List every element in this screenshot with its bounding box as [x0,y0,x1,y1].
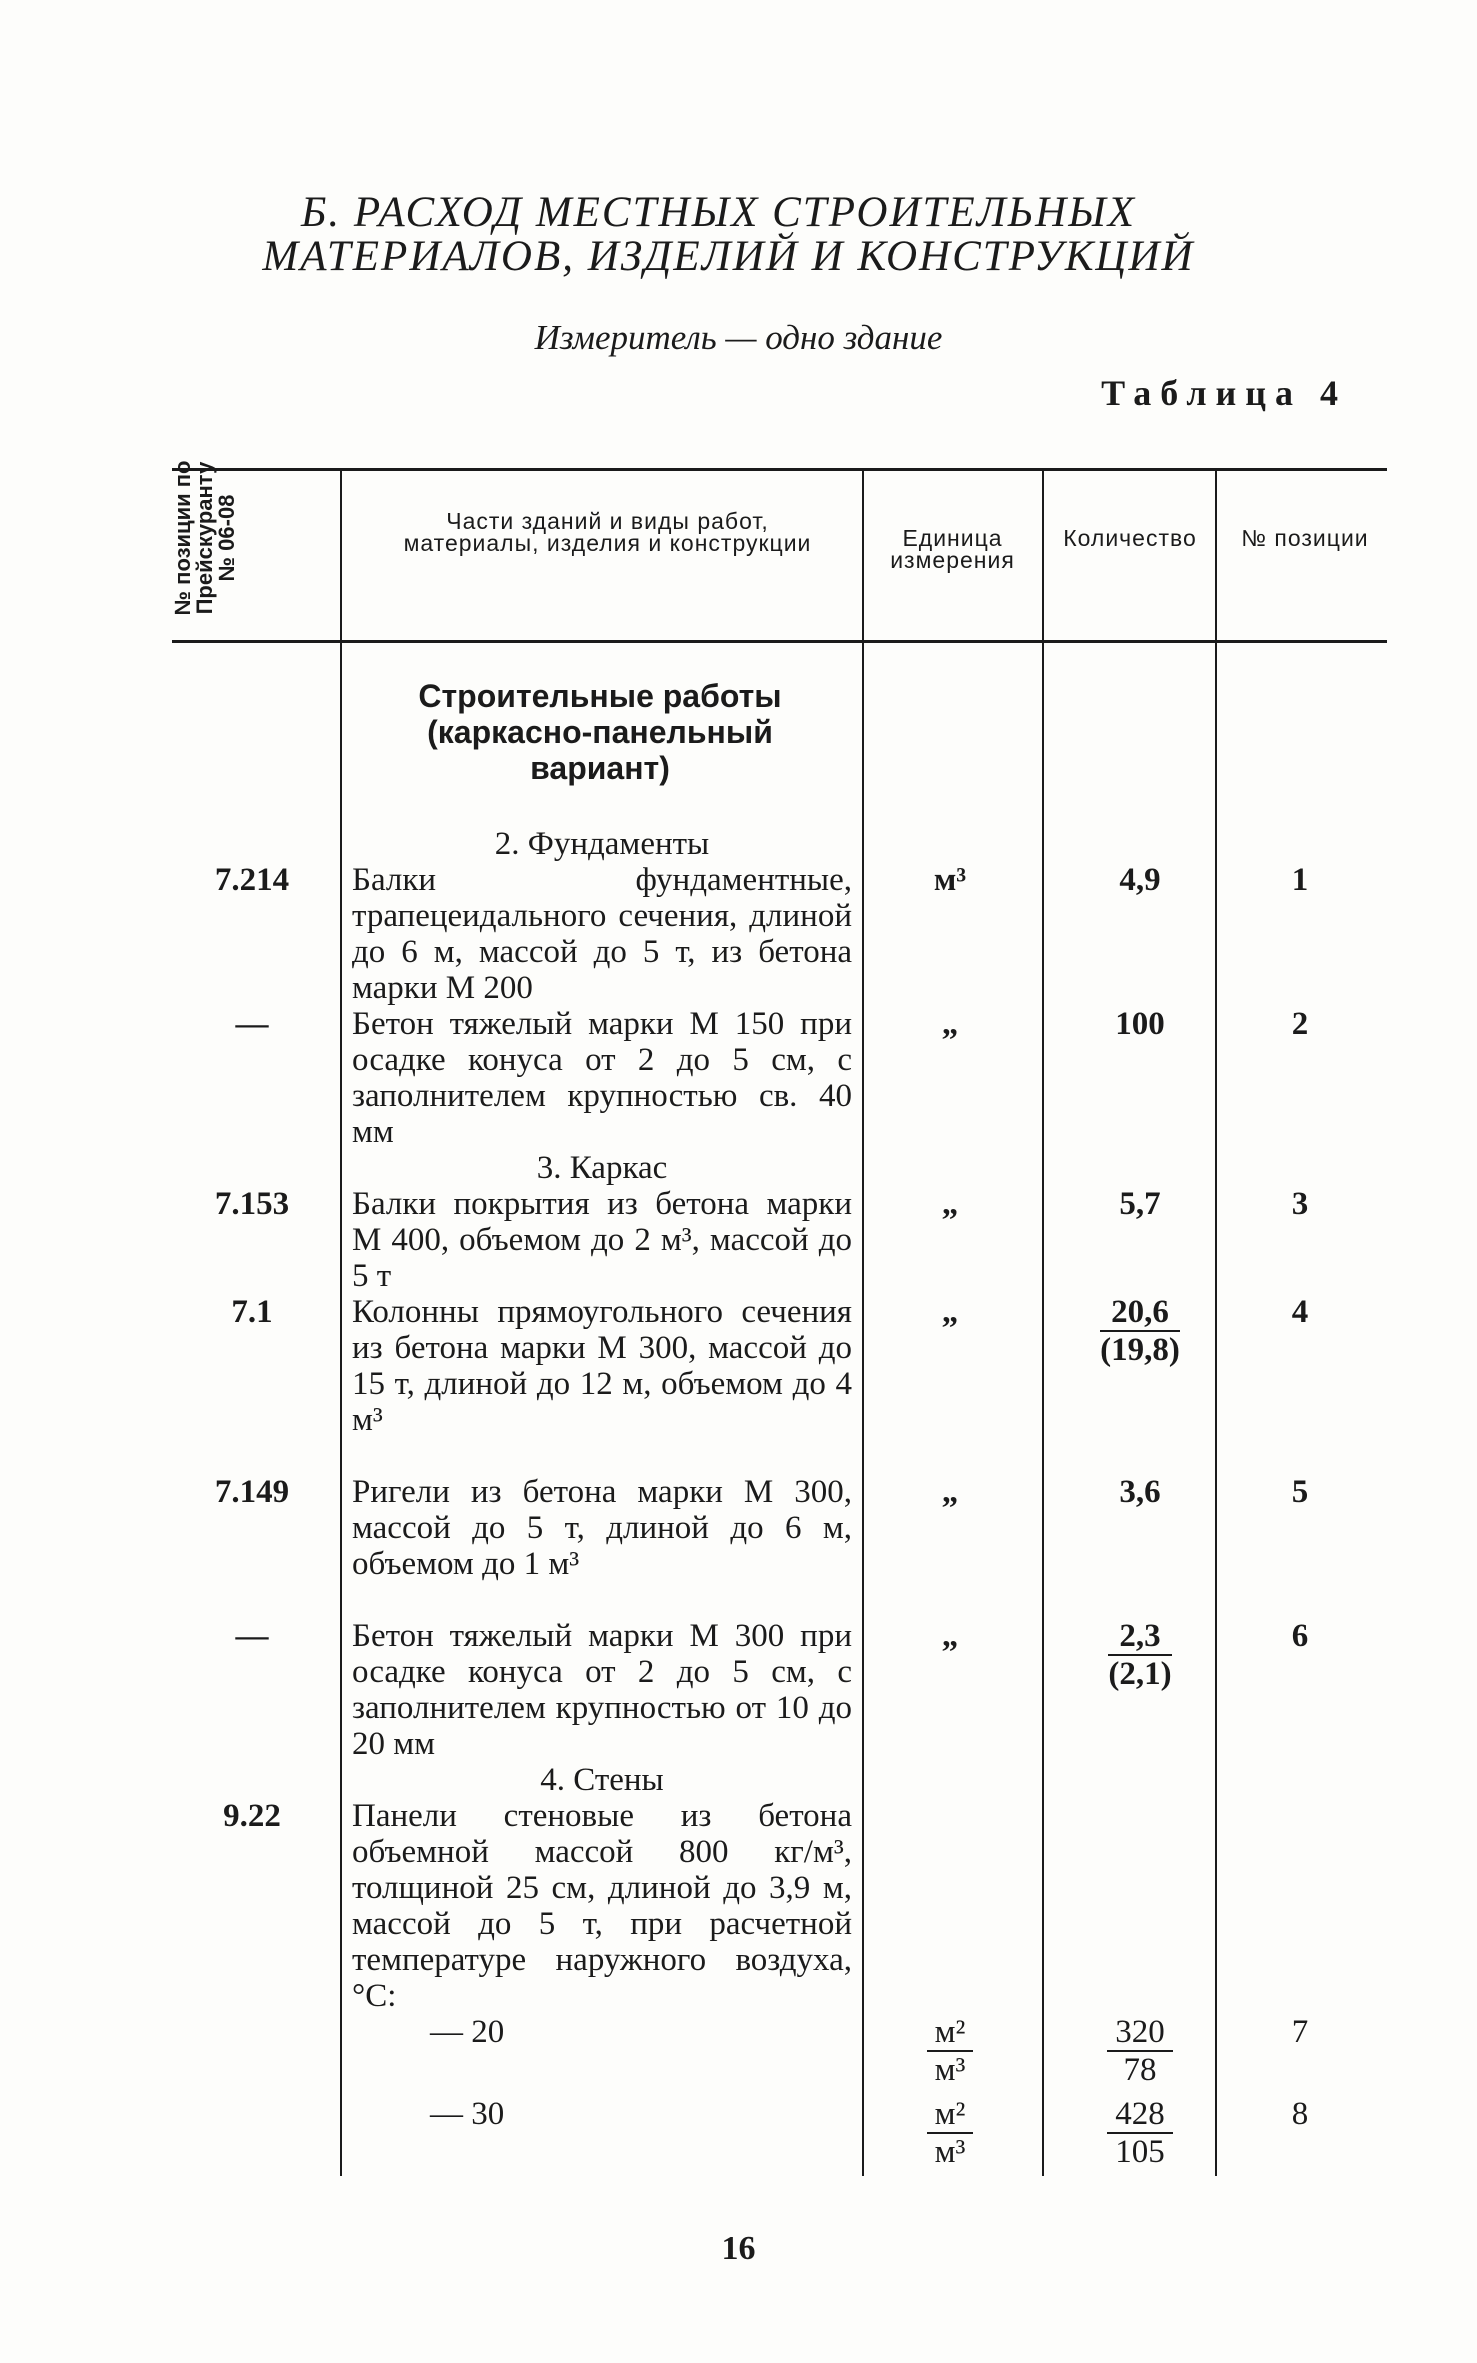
row-quantity: 100 [1115,1006,1165,1042]
row-description: Бетон тяжелый марки М 150 при осадке конуса от 2 до 5 см, с заполнителем крупностью св. 40 мм [352,1006,852,1150]
quantity-numerator: 320 [1107,2014,1173,2052]
subsection-heading: 2. Фундаменты [494,826,710,862]
table-label: Таблица 4 [1101,373,1347,413]
row-code: 7.1 [231,1294,273,1330]
row-unit: „ [941,1186,959,1222]
row-unit: „ [941,1474,959,1510]
row-description: Бетон тяжелый марки М 300 при осадке конуса от 2 до 5 см, с заполнителем крупностью от 10 до 20 мм [352,1618,852,1762]
row-code: 9.22 [223,1798,281,1834]
quantity-denominator: 105 [1115,2134,1165,2170]
row-description: Колонны прямоугольного сечения из бетона марки М 300, массой до 15 т, длиной до 12 м, объемом до 4 м³ [352,1294,852,1438]
row-quantity: 5,7 [1119,1186,1161,1222]
quantity-denominator: 78 [1123,2052,1157,2088]
header-bottom-rule [172,640,1387,643]
unit-denominator: м³ [934,2134,966,2170]
heading-line2: МАТЕРИАЛОВ, ИЗДЕЛИЙ И КОНСТРУКЦИЙ [262,233,1195,280]
row-code: — [235,1618,269,1654]
column-divider [862,471,864,2176]
table-top-rule [172,468,1387,471]
quantity-numerator: 428 [1107,2096,1173,2134]
row-position: 6 [1291,1618,1309,1654]
row-description: Балки фундаментные, трапецеидального сечения, длиной до 6 м, массой до 5 т, из бетона марки М 200 [352,862,852,1006]
row-unit: „ [941,1618,959,1654]
row-position: 3 [1291,1186,1309,1222]
row-code: 7.214 [214,862,290,898]
row-position: 4 [1291,1294,1309,1330]
quantity-numerator: 20,6 [1100,1294,1180,1332]
heading-line1: Б. РАСХОД МЕСТНЫХ СТРОИТЕЛЬНЫХ [301,189,1136,236]
subsection-heading: 3. Каркас [536,1150,668,1186]
row-description: Балки покрытия из бетона марки М 400, объемом до 2 м³, массой до 5 т [352,1186,852,1294]
row-quantity: 4,9 [1119,862,1161,898]
row-position: 7 [1291,2014,1309,2050]
quantity-denominator: (2,1) [1108,1656,1172,1692]
section-heading: Строительные работы (каркасно-панельный вариант) [418,678,782,786]
row-unit [870,2014,1030,2088]
row-description: Панели стеновые из бетона объемной массой 800 кг/м³, толщиной 25 см, длиной до 3,9 м, массой до 5 т, при расчетной температуре наружного воздуха, °С: [352,1798,852,2014]
unit-numerator: м² [927,2014,974,2052]
row-position: 8 [1291,2096,1309,2132]
page-number: 16 [721,2230,756,2267]
row-description: — 30 [430,2096,505,2132]
row-code: 7.149 [214,1474,290,1510]
unit-denominator: м³ [934,2052,966,2088]
column-header-position: № позиции [1241,525,1369,551]
row-position: 1 [1291,862,1309,898]
column-header-quantity: Количество [1063,525,1197,551]
row-quantity: 3,6 [1119,1474,1161,1510]
row-position: 5 [1291,1474,1309,1510]
row-description: Ригели из бетона марки М 300, массой до 5 т, длиной до 6 м, объемом до 1 м³ [352,1474,852,1582]
column-divider [340,471,342,2176]
row-unit [870,2096,1030,2170]
row-unit: „ [941,1006,959,1042]
column-header-code: № позиции по Прейскуранту № 06-08 [170,460,239,616]
subsection-heading: 4. Стены [540,1762,664,1798]
unit-numerator: м² [927,2096,974,2134]
row-code: 7.153 [214,1186,290,1222]
column-header-description: Части зданий и виды работ, материалы, изделия и конструкции [403,508,812,556]
row-unit: „ [941,1294,959,1330]
row-position: 2 [1291,1006,1309,1042]
row-description: — 20 [430,2014,505,2050]
quantity-denominator: (19,8) [1100,1332,1180,1368]
measure-caption: Измеритель — одно здание [534,318,943,357]
row-unit: м³ [933,862,967,898]
column-header-unit: Единица измерения [890,525,1015,573]
row-code: — [235,1006,269,1042]
quantity-numerator: 2,3 [1108,1618,1171,1656]
